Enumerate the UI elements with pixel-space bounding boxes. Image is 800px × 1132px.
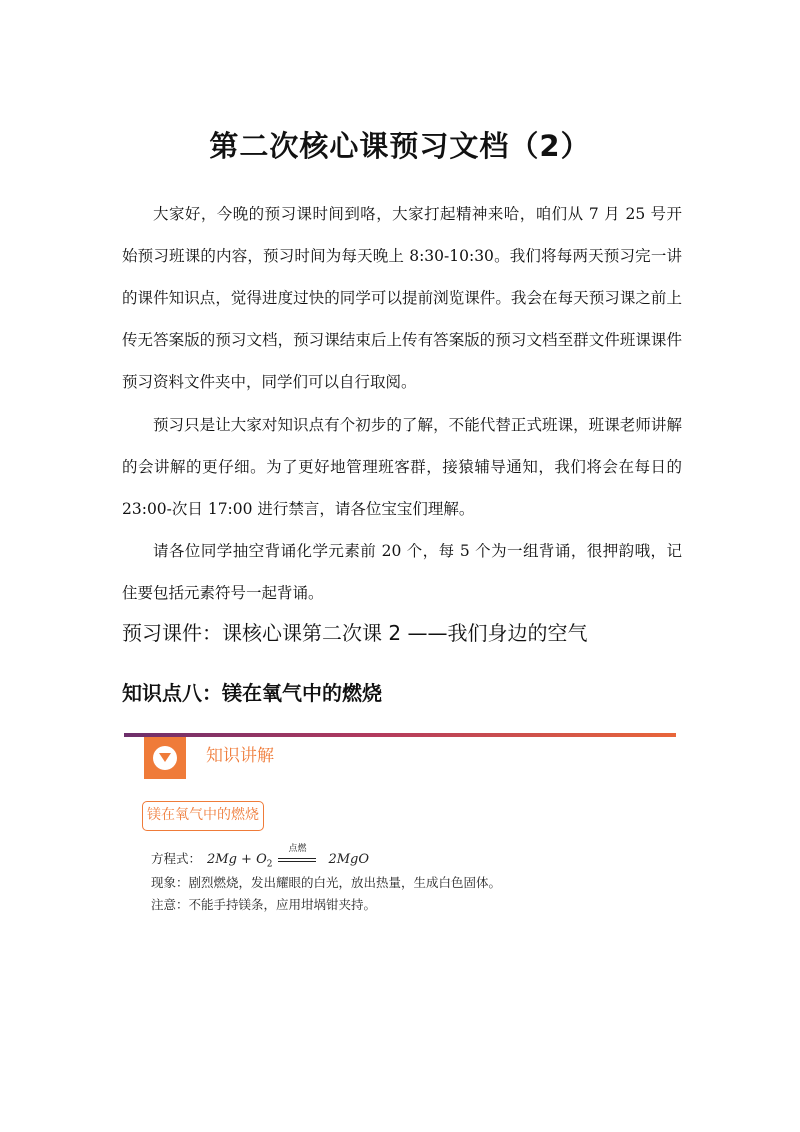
card-header-label: 知识讲解	[206, 746, 274, 766]
paragraph-text: 请各位同学抽空背诵化学元素前 20 个，每 5 个为一组背诵，很押韵哦，记住要包括元素符号一起背诵。	[122, 542, 682, 602]
phenomenon-line: 现象：剧烈燃烧，发出耀眼的白光，放出热量，生成白色固体。	[151, 875, 502, 890]
reaction-condition: 点燃	[288, 844, 307, 854]
note-line: 注意：不能手持镁条，应用坩埚钳夹持。	[151, 897, 377, 912]
homework-paragraph	[122, 530, 682, 614]
reaction-arrow	[276, 844, 318, 868]
topic-tag: 镁在氧气中的燃烧	[142, 801, 264, 831]
notice-paragraph	[122, 404, 682, 530]
intro-paragraph	[122, 193, 682, 403]
courseware-card	[124, 733, 676, 923]
knowledge-point-heading: 知识点八：镁在氧气中的燃烧	[122, 681, 382, 705]
preview-courseware-line: 预习课件：课核心课第二次课 2 ——我们身边的空气	[122, 621, 588, 645]
equation-label: 方程式：	[151, 851, 202, 866]
heart-shield-icon	[144, 737, 186, 779]
paragraph-text: 大家好，今晚的预习课时间到咯，大家打起精神来哈，咱们从 7 月 25 号开始预习班课的内容，预习时间为每天晚上 8:30-10:30。我们将每两天预习完一讲的课件知识点，觉得进度过快的同学可以提前浏览课件。我会在每天预习课之前上传无答案版的预习文档，预习课结束后上传有答案版的预习文档至群文件班课课件预习资料文件夹中，同学们可以自行取阅。	[122, 205, 682, 391]
document-title: 第二次核心课预习文档（2）	[209, 129, 591, 163]
equation-line	[151, 844, 370, 874]
equation-right: 2MgO	[328, 852, 370, 867]
paragraph-text: 预习只是让大家对知识点有个初步的了解，不能代替正式班课，班课老师讲解的会讲解的更仔细。为了更好地管理班客群，接猿辅导通知，我们将会在每日的 23:00-次日 17:00 进行禁言，请各位宝宝们理解。	[122, 416, 682, 518]
equation-left: $2Mg + O_2$	[207, 852, 273, 870]
card-top-bar	[124, 733, 676, 737]
